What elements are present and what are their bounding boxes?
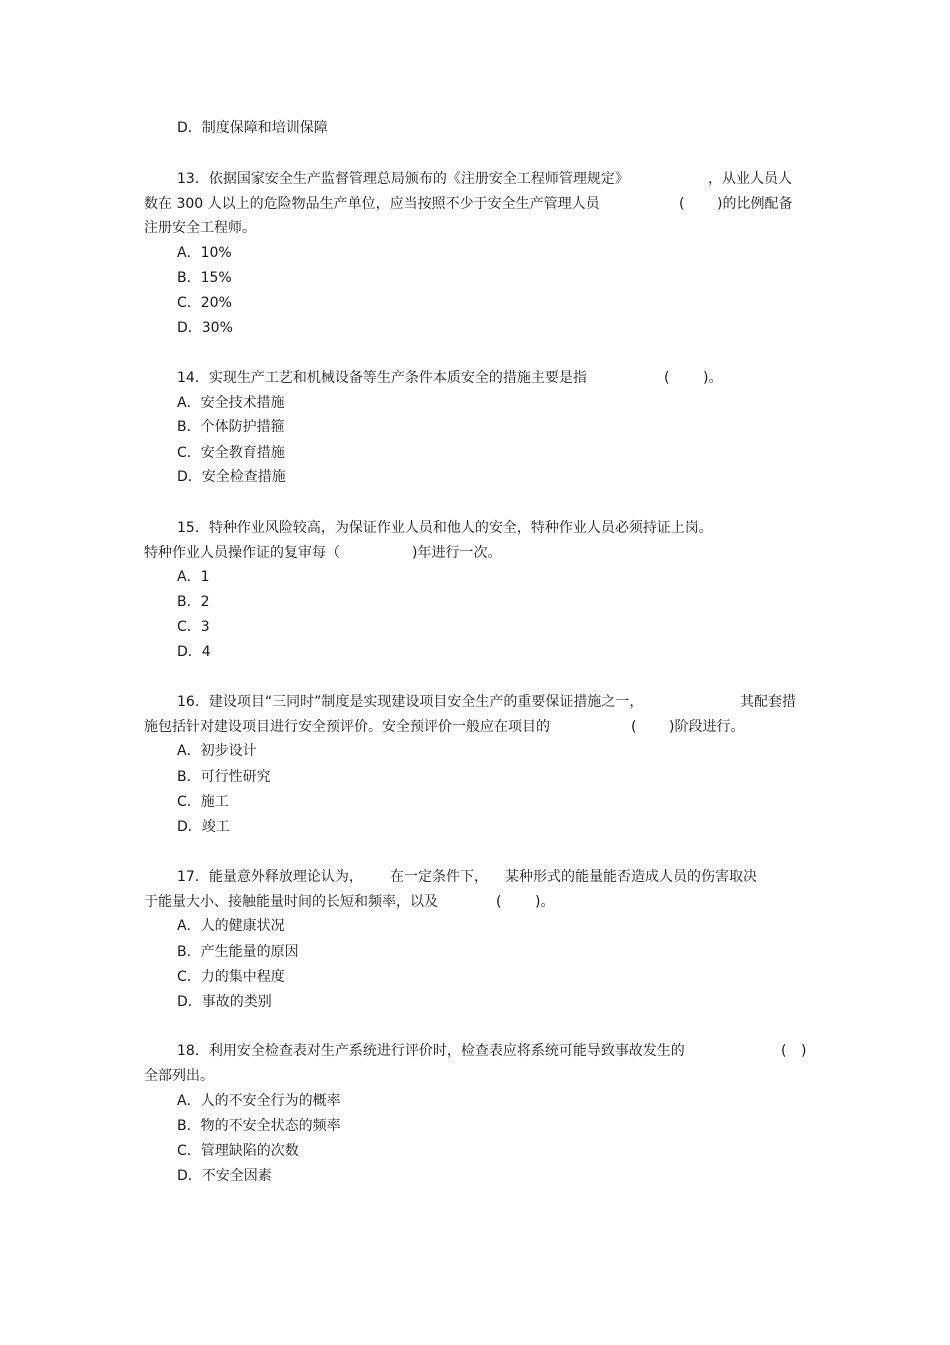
q18-line-1-tail: ) [801, 1043, 807, 1059]
q17-option-b: B．产生能量的原因 [177, 944, 299, 960]
q13-option-b: B．15% [177, 270, 232, 286]
q18-option-d: D．不安全因素 [177, 1168, 272, 1184]
q16-option-a: A．初步设计 [177, 743, 257, 759]
q16-line-1-tail: 其配套措 [740, 694, 796, 710]
q13-line-1-tail: ，从业人员人 [708, 171, 792, 187]
q14-option-b: B．个体防护措箍 [177, 419, 285, 435]
q15-option-a: A．1 [177, 569, 210, 585]
q16-option-b: B．可行性研究 [177, 769, 271, 785]
q13-line-1: 13．依据国家安全生产监督管理总局颁布的《注册安全工程师管理规定》 [177, 171, 629, 187]
q17-blank-open: ( [496, 894, 502, 910]
q14-line-1-tail: )。 [703, 370, 723, 386]
q14-option-c: C．安全教育措施 [177, 445, 285, 461]
q14-option-a: A．安全技术措施 [177, 395, 285, 411]
q14-option-d: D．安全检查措施 [177, 469, 286, 485]
q13-option-c: C．20% [177, 295, 232, 311]
q16-line-2: 施包括针对建设项目进行安全预评价。安全预评价一般应在项目的 [144, 719, 550, 735]
q15-option-d: D．4 [177, 644, 211, 660]
q14-blank-open: ( [664, 370, 670, 386]
q16-option-c: C．施工 [177, 794, 229, 810]
q18-line-2: 全部列出。 [144, 1068, 214, 1084]
q15-option-b: B．2 [177, 594, 210, 610]
prev-question-option-d: D．制度保障和培训保障 [177, 120, 328, 136]
q13-option-d: D．30% [177, 320, 233, 336]
q17-line-2: 于能量大小、接触能量时间的长短和频率，以及 [144, 894, 438, 910]
q17-line-2-tail: )。 [535, 894, 555, 910]
q13-option-a: A．10% [177, 245, 232, 261]
q15-option-c: C．3 [177, 619, 210, 635]
q17-option-a: A．人的健康状况 [177, 918, 285, 934]
q15-line-2-tail: )年进行一次。 [412, 545, 502, 561]
q13-line-3: 注册安全工程师。 [144, 220, 256, 236]
q17-line-1-mid: 在一定条件下， [390, 869, 488, 885]
q17-option-d: D．事故的类别 [177, 994, 272, 1010]
q14-line-1: 14．实现生产工艺和机械设备等生产条件本质安全的措施主要是指 [177, 370, 587, 386]
q15-line-1: 15．特种作业风险较高，为保证作业人员和他人的安全，特种作业人员必须持证上岗。 [177, 520, 713, 536]
q18-option-b: B．物的不安全状态的频率 [177, 1118, 341, 1134]
q15-line-2: 特种作业人员操作证的复审每（ [144, 545, 340, 561]
q16-blank-open: ( [631, 719, 637, 735]
q16-option-d: D．竣工 [177, 819, 230, 835]
q18-line-1: 18．利用安全检查表对生产系统进行评价时，检查表应将系统可能导致事故发生的 [177, 1043, 685, 1059]
q18-option-a: A．人的不安全行为的概率 [177, 1093, 341, 1109]
q13-line-2: 数在 300 人以上的危险物品生产单位，应当按照不少于安全生产管理人员 [144, 196, 600, 212]
q16-line-1: 16．建设项目“三同时”制度是实现建设项目安全生产的重要保证措施之一， [177, 694, 644, 710]
q17-line-1-tail: 某种形式的能量能否造成人员的伤害取决 [505, 869, 757, 885]
q17-line-1: 17．能量意外释放理论认为， [177, 869, 363, 885]
q13-blank-open: ( [679, 196, 685, 212]
q17-option-c: C．力的集中程度 [177, 969, 285, 985]
q18-blank-open: ( [781, 1043, 787, 1059]
q16-line-2-tail: )阶段进行。 [669, 719, 745, 735]
q18-option-c: C．管理缺陷的次数 [177, 1143, 299, 1159]
q13-line-2-tail: )的比例配备 [717, 196, 793, 212]
